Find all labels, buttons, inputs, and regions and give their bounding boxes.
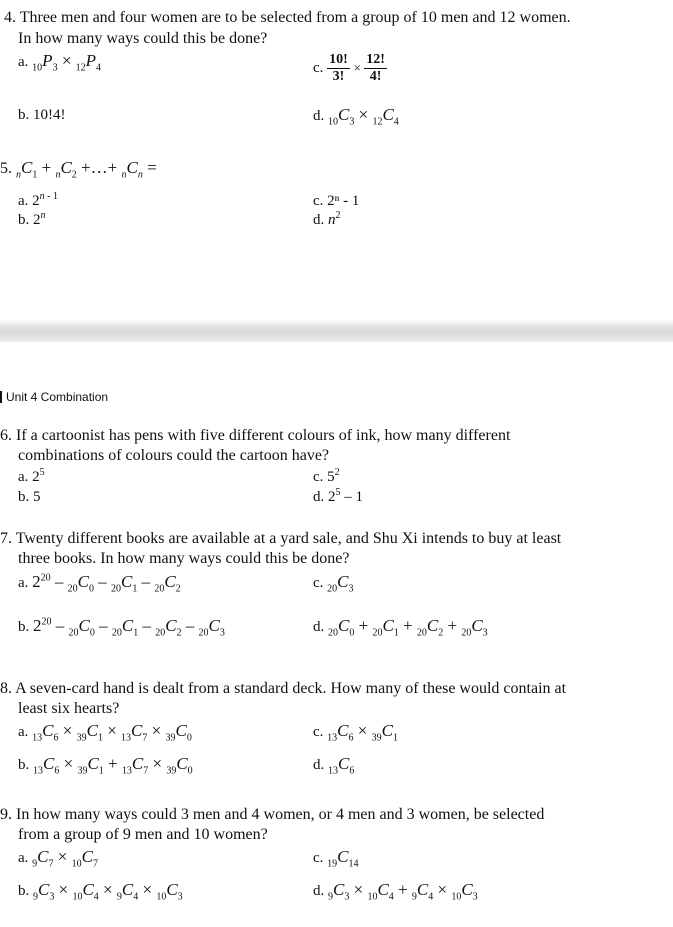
q9-option-d (313, 880, 478, 903)
q7-option-a-label: a. (18, 575, 29, 591)
q6-stem-line2: combinations of colours could the cartoon have? (18, 447, 330, 464)
q8-option-a-label: a. (18, 724, 29, 740)
q6-option-c (313, 468, 340, 486)
q5-option-c (313, 192, 359, 210)
q5-option-b (18, 211, 46, 229)
q6-option-c-label: c. (313, 469, 324, 485)
q4-option-a-expression: $_{10}P_3 \times _{12}P_4$ (32, 51, 102, 74)
q7-option-b (18, 616, 225, 639)
q9-option-c (313, 847, 359, 870)
q8-stem-line2: least six hearts? (18, 700, 120, 717)
q6-stem-line1: 6. If a cartoonist has pens with five different colours of ink, how many different (0, 427, 511, 444)
page-divider (0, 320, 673, 342)
q8-option-d (313, 754, 355, 777)
q8-option-a (18, 721, 192, 744)
q9-option-a-expression: $_9C_7 \times _{10}C_7$ (32, 847, 98, 870)
q8-stem-line1: 8. A seven-card hand is dealt from a standard deck. How many of these would contain at (0, 680, 567, 697)
unit-header-marker (0, 391, 2, 403)
q5-option-b-expression: 2$^n$ (33, 210, 46, 228)
q7-option-b-expression: $2^{20} - _{20}C_0 - _{20}C_1 - _{20}C_2 - _{20}C_3$ (33, 616, 225, 639)
q6-option-a-label: a. (18, 469, 29, 485)
q8-option-a-expression: $_{13}C_6 \times _{39}C_1 \times _{13}C_7 \times _{39}C_0$ (32, 721, 192, 744)
q4-option-c-fraction-1: $\frac{10!}{3!}$ (329, 52, 348, 84)
q5-option-d-expression: $n^2$ (328, 210, 341, 228)
q5-option-c-text: 2ⁿ - 1 (327, 193, 360, 209)
q9-stem-line2: from a group of 9 men and 10 women? (18, 826, 268, 843)
q5-option-a (18, 192, 58, 210)
q7-option-d (313, 616, 488, 639)
q5-expression: $_nC_1 + _nC_2$ +…+ $_nC_n$ = (16, 158, 157, 181)
q4-option-d (313, 105, 399, 128)
q7-option-b-label: b. (18, 619, 30, 635)
q6-option-a (18, 468, 45, 486)
q8-option-d-label: d. (313, 757, 325, 773)
q6-option-b (18, 488, 41, 506)
q9-option-b (18, 880, 183, 903)
q9-option-c-expression: $_{19}C_{14}$ (327, 847, 359, 870)
q8-option-b-label: b. (18, 757, 30, 773)
q8-option-c-expression: $_{13}C_6 \times _{39}C_1$ (327, 721, 398, 744)
q7-option-a-expression: $2^{20} - _{20}C_0 - _{20}C_1 - _{20}C_2$ (32, 572, 181, 595)
q9-option-b-label: b. (18, 883, 30, 899)
q9-option-d-expression: $_9C_3 \times _{10}C_4 + _9C_4 \times _{10}C_3$ (328, 880, 478, 903)
q4-stem-line2: In how many ways could this be done? (18, 30, 268, 47)
q6-option-d-label: d. (313, 489, 325, 505)
q5-option-b-label: b. (18, 212, 30, 228)
q5-option-d-label: d. (313, 212, 325, 228)
q7-option-c-expression: $_{20}C_3$ (327, 572, 354, 595)
q7-option-c-label: c. (313, 575, 324, 591)
q7-option-a (18, 572, 181, 595)
q4-option-d-label: d. (313, 108, 325, 124)
q6-option-d (313, 488, 363, 506)
q9-option-b-expression: $_9C_3 \times _{10}C_4 \times _9C_4 \times _{10}C_3$ (33, 880, 183, 903)
q4-option-c-fraction-2: $\frac{12!}{4!}$ (366, 52, 385, 84)
q9-option-a-label: a. (18, 850, 29, 866)
q4-stem-line1: 4. Three men and four women are to be selected from a group of 10 men and 12 women. (4, 9, 571, 26)
q5-option-a-expression: 2$^{n - 1}$ (32, 191, 59, 209)
q6-option-a-expression: $2^5$ (32, 467, 45, 485)
q5-option-d (313, 211, 341, 229)
q4-option-b-label: b. (18, 107, 30, 123)
q7-option-c (313, 572, 354, 595)
q5-number: 5. (0, 160, 12, 177)
q6-option-b-label: b. (18, 489, 30, 505)
q4-option-d-expression: $_{10}C_3 \times _{12}C_4$ (328, 105, 399, 128)
q4-option-a (18, 51, 102, 74)
q7-option-d-label: d. (313, 619, 325, 635)
q6-option-c-expression: $5^2$ (327, 467, 340, 485)
q9-option-a (18, 847, 98, 870)
q8-option-d-expression: $_{13}C_6$ (328, 754, 355, 777)
q7-option-d-expression: $_{20}C_0 + _{20}C_1 + _{20}C_2 + _{20}C_3$ (328, 616, 488, 639)
q8-option-c (313, 721, 398, 744)
q4-option-b (18, 106, 66, 124)
q4-option-c: c. $\frac{10!}{3!}$ × $\frac{12!}{4!}$ (313, 52, 385, 84)
q4-option-c-label: c. (313, 59, 324, 76)
q4-option-a-label: a. (18, 54, 29, 70)
q5-stem (0, 158, 157, 179)
q7-stem-line2: three books. In how many ways could this be done? (18, 550, 350, 567)
q5-option-c-label: c. (313, 193, 324, 209)
q9-option-d-label: d. (313, 883, 325, 899)
q9-option-c-label: c. (313, 850, 324, 866)
q9-stem-line1: 9. In how many ways could 3 men and 4 women, or 4 men and 3 women, be selected (0, 806, 545, 823)
q5-option-a-label: a. (18, 193, 29, 209)
q4-option-b-text: 10!4! (33, 107, 66, 123)
q6-option-b-text: 5 (33, 489, 41, 505)
q7-stem-line1: 7. Twenty different books are available at a yard sale, and Shu Xi intends to buy at least (0, 530, 562, 547)
q8-option-c-label: c. (313, 724, 324, 740)
q6-option-d-expression: $2^5 - 1$ (328, 487, 363, 505)
unit-header: Unit 4 Combination (0, 390, 108, 404)
q8-option-b-expression: $_{13}C_6 \times _{39}C_1 + _{13}C_7 \times _{39}C_0$ (33, 754, 193, 777)
q8-option-b (18, 754, 193, 777)
